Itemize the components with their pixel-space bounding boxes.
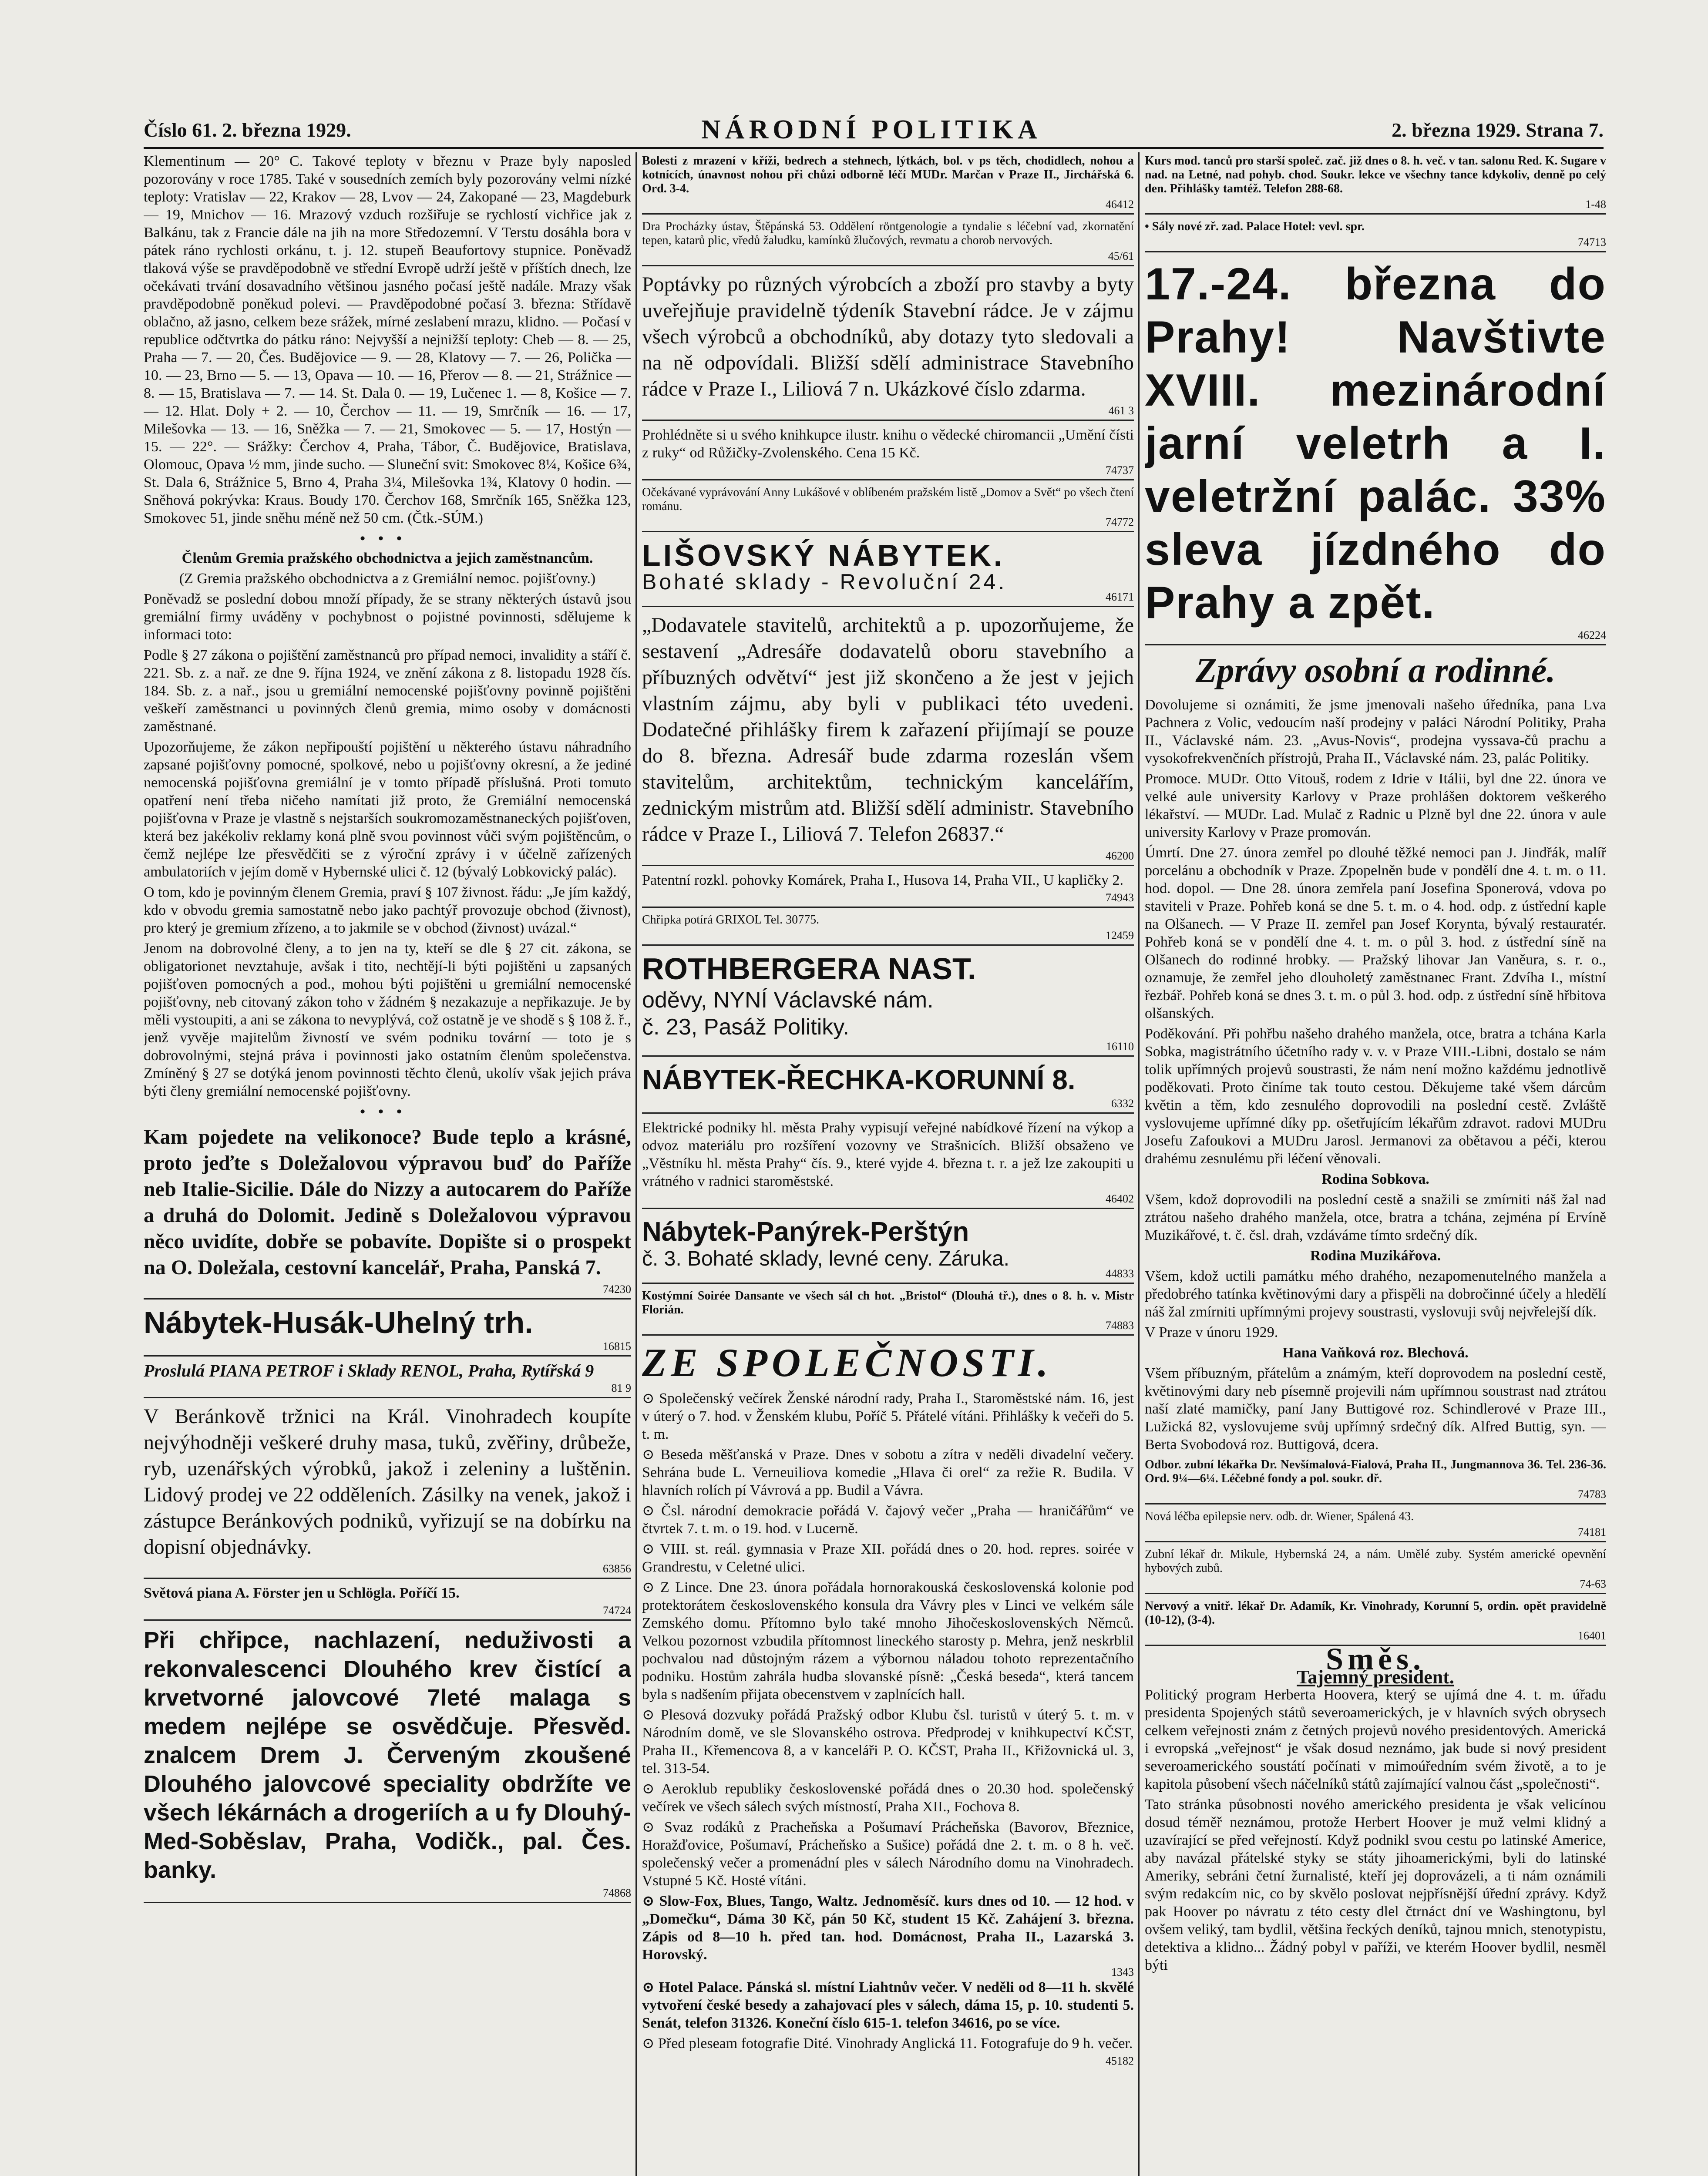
- ad-adresar: [642, 611, 1134, 866]
- ad-ref: 74737: [1106, 464, 1134, 477]
- ad-dolezal: [144, 1122, 631, 1300]
- ad-soiree: [642, 1287, 1134, 1336]
- society-item: ⊙ Aeroklub republiky československé pořádá dnes o 20.30 hod. společenský večírek ve všech sálech svých místností, Praha XII., Fochova 8.: [642, 1781, 1134, 1815]
- ad-ref: 74181: [1578, 1526, 1606, 1538]
- ad-ref: 74713: [1578, 236, 1606, 248]
- ad-epilepsie: [1145, 1508, 1606, 1542]
- ad-kurs: [1145, 152, 1606, 215]
- gremium-paragraph: Upozorňujeme, že zákon nepřipouští pojištění u některého ústavu náhradního zapsané pojišťovny pomocné, spolkové, nebo u pojišťovny okresní, a že jediné nemocenská pojišťovna gremiální je v tomto případě příslušná. Proti tomuto opatření není třeba ničeho namítati již proto, že Gremiální nemocenská pojišťovna v Praze je vlastně s nejstarších soukromozaměstnaneckých pojišťoven, která bez jakékoliv reklamy koná plně svou povinnost vůči svým pojištěncům, o čemž nejlépe lze přesvědčiti se z výroční zprávy i v účelně zařízených ambulatoriích v jejím domě v Hybernské ulici č. 12 (bývalý Lobkovický palác).: [144, 739, 631, 880]
- separator: •••: [360, 531, 415, 547]
- ad-lisovsky: [642, 536, 1134, 607]
- signature: Rodina Muzikářova.: [1310, 1248, 1441, 1264]
- ad-forster: [144, 1582, 631, 1621]
- ad-petrof-text: Proslulá PIANA PETROF i Sklady RENOL, Praha, Rytířská 9: [144, 1361, 594, 1380]
- society-item: ⊙ Svaz rodáků z Pracheňska a Pošumaví Prácheňska (Bavorov, Březnice, Horažďovice, Pošumaví, Prácheňsko a Sušice) pořádá dne 2. t. m. o 8 h. več. společenský večer a promenádní ples v sálech Národního domu na Vinohradech. Vstupné 5 Kč. Hosté vítáni.: [642, 1819, 1134, 1889]
- ad-ref: 74783: [1578, 1488, 1606, 1501]
- column-divider: [1138, 152, 1140, 2176]
- column-divider: [635, 152, 637, 2176]
- ad-adamik: [1145, 1598, 1606, 1646]
- society-item: ⊙ Hotel Palace. Pánská sl. místní Liahtnův večer. V neděli od 8—11 h. skvělé vytvoření české besedy a zahajovací ples v sálech, dáma 15, p. 10. studenti 5. Senát, telefon 31326. Koneční číslo 615-1. telefon 34616, po se více.: [642, 1979, 1134, 2031]
- ad-rechka-text: NÁBYTEK-ŘECHKA-KORUNNÍ 8.: [642, 1064, 1076, 1095]
- society-item: ⊙ Slow-Fox, Blues, Tango, Waltz. Jednoměsíč. kurs dnes od 10. — 12 hod. v „Domečku“, Dáma 30 Kč, pán 50 Kč, student 15 Kč. Zahájení 3. března. Zápis od 8—10 h. před tan. hod. Domácnost, Praha II., Lazarská 3. Horovský.: [642, 1893, 1134, 1963]
- section-heading: Směs.: [1326, 1642, 1425, 1676]
- ad-ref: 74724: [603, 1604, 631, 1617]
- personal-news: Všem, kdož uctili památku mého drahého, nezapomenutelného manžela a předobrého tatínka květinovými dary a přispěli na dobročinné účely a hledělí náš žal zmírniti upřímnými projevy soustrasti, vyslovuji svůj nejvřelejší dík.: [1145, 1268, 1606, 1320]
- society-item: ⊙ Společenský večírek Ženské národní rady, Praha I., Staroměstské nám. 16, jest v úterý o 7. hod. v Ženském klubu, Poříč 5. Přátelé vítáni. Přihlášky k večeři do 5. t. m.: [642, 1390, 1134, 1442]
- ad-komarek: [642, 870, 1134, 908]
- ad-saly-text: • Sály nové zř. zad. Palace Hotel: vevl. spr.: [1145, 220, 1365, 233]
- ad-mikule: [1145, 1546, 1606, 1594]
- ad-panyrek: [642, 1212, 1134, 1284]
- page-info: 2. března 1929. Strana 7.: [1392, 118, 1604, 141]
- ad-dolezal-text: Kam pojedete na velikonoce? Bude teplo a krásné, proto jeďte s Doležalovou výpravou buď do Paříže neb Italie-Sicilie. Dále do Nizzy a autocarem do Paříže a druhá do Dolomit. Jedině s Doležalovou výpravou něco uvidíte, dobře se pobavíte. Dopište si o prospekt na O. Doležala, cestovní kancelář, Praha, Panská 7.: [144, 1125, 631, 1279]
- ad-forster-text: Světová piana A. Förster jen u Schlögla. Poříčí 15.: [144, 1585, 460, 1601]
- personal-news: Všem příbuzným, přátelům a známým, kteří doprovodem na poslední cestě, květinovými dary neb písemně projevili nám upřímnou soustrast nad ztrátou naší zlaté mamičky, paní Jany Buttigové roz. Schindlerové v Praze III., Lužická 82, vyslovujeme svůj upřímný srdečný dík. Alfred Buttig, syn. — Berta Svobodová roz. Buttigová, dcera.: [1145, 1365, 1606, 1453]
- ad-poptavky: [642, 270, 1134, 421]
- ad-ref: 6332: [1111, 1097, 1134, 1110]
- ad-ref: 81 9: [611, 1382, 631, 1394]
- ad-ref: 44833: [1106, 1267, 1134, 1280]
- ad-ref: 1343: [1111, 1966, 1134, 1978]
- ad-ref: 1-48: [1585, 198, 1606, 211]
- ad-ref: 16815: [603, 1340, 631, 1353]
- article-paragraph: Politický program Herberta Hoovera, který se ujímá dne 4. t. m. úřadu presidenta Spojených států severoamerických, je v hlavních svých obrysech celkem veřejnosti znám z četných projevů nového presidentových. Americká i evropská „veřejnost“ je však dosud neznámo, jak bude si nový president severoamerického soustátí počínati v mimoúředním svém životě, a to je kapitola působení všech náčelníků států zajímající valnou část „společnosti“.: [1145, 1687, 1606, 1792]
- ad-prochazka-text: Dra Procházky ústav, Štěpánská 53. Oddělení röntgenologie a tyndalie s léčební vad, zkornatění tepen, katarů plic, vředů žaludku, kamínků žlučových, revmatu a chorob nervových.: [642, 220, 1134, 247]
- ad-ref: 46412: [1106, 198, 1134, 211]
- ad-epilepsie-text: Nová léčba epilepsie nerv. odb. dr. Wiener, Spálená 43.: [1145, 1510, 1414, 1523]
- personal-news: Promoce. MUDr. Otto Vitouš, rodem z Idrie v Itálii, byl dne 22. února ve velké aule university Karlovy v Praze prohlášen doktorem veškerého lékařství. — MUDr. Lad. Mulač z Radnic u Plzně byl dne 22. února v aule university Karlovy v Praze promován.: [1145, 771, 1606, 840]
- ad-rothberger: [642, 949, 1134, 1057]
- ad-ref: 45182: [1106, 2055, 1134, 2067]
- ad-chiromancie-text: Prohlédněte si u svého knihkupce ilustr. knihu o vědecké chiromancii „Umění čísti z ruky“ od Růžičky-Zvolenského. Cena 15 Kč.: [642, 427, 1134, 461]
- ad-panyrek-subtitle: č. 3. Bohaté sklady, levné ceny. Záruka.: [642, 1247, 1009, 1270]
- ad-malaga: [144, 1624, 631, 1903]
- ad-ref: 74883: [1106, 1319, 1134, 1332]
- gremium-paragraph: O tom, kdo je povinným členem Gremia, praví § 107 živnost. řádu: „Je jím každý, kdo v obvodu gremia samostatně nebo jako pachtýř provozuje obchod (živnost), pro který je gremium zřízeno, a to jakmile se v obchod (živnost) uvázal.“: [144, 884, 631, 936]
- ad-ref: 74230: [603, 1283, 631, 1296]
- ad-lukasova-text: Očekávané vyprávování Anny Lukášové v oblíbeném pražském listě „Domov a Svět“ po všech čtení románu.: [642, 486, 1134, 513]
- page-header: [144, 112, 1604, 149]
- society-item: ⊙ Před pleseam fotografie Dité. Vinohrady Anglická 11. Fotografuje do 9 h. večer.: [642, 2035, 1133, 2052]
- ad-zubni: [1145, 1456, 1606, 1504]
- ad-bolesti: [642, 152, 1134, 215]
- ad-lisovsky-title: LIŠOVSKÝ NÁBYTEK.: [642, 538, 1005, 572]
- ad-petrof: [144, 1360, 631, 1398]
- separator: •••: [360, 1104, 415, 1120]
- personal-news: Všem, kdož doprovodili na poslední cestě a snažili se zmírniti náš žal nad ztrátou našeho drahého manžela, otce, bratra a tchána, zejména pí Ervíně Muzikářové, t. č. čsl. drah, vzdáváme tímto srdečný dík.: [1145, 1192, 1606, 1243]
- ad-lukasova: [642, 484, 1134, 532]
- ad-rothberger-line: oděvy, NYNÍ Václavské nám.: [642, 987, 934, 1013]
- ad-adresar-text: „Dodavatele stavitelů, architektů a p. upozorňujeme, že sestavení „Adresáře dodavatelů oboru stavebního a příbuzných odvětví“ jest již skončeno a že jest v jejich vlastním zájmu, aby byli v publikaci této uvedeni. Dodatečné přihlášky firem k zařazení přijímají se pouze do 8. března. Adresář bude zdarma rozeslán všem stavitelům, architektům, technickým kancelářím, zednickým mistrům atd. Bližší sdělí administr. Stavebního rádce v Praze I., Liliová 7. Telefon 26837.“: [642, 614, 1134, 846]
- section-heading: ZE SPOLEČNOSTI.: [642, 1340, 1052, 1385]
- gremium-subheading: (Z Gremia pražského obchodnictva a z Gremiální nemoc. pojišťovny.): [179, 571, 596, 587]
- ad-poptavky-text: Poptávky po různých výrobcích a zboží pro stavby a byty uveřejňuje pravidelně týdeník Stavební rádce. Je v zájmu všech výrobců a obchodníků, aby dotazy tyto sledovali a na ně odpovídali. Bližší sdělí administrace Stavebního rádce v Praze I., Liliová 7 n. Ukázkové číslo zdarma.: [642, 273, 1134, 400]
- ad-saly: [1145, 218, 1606, 252]
- signature: Rodina Sobkova.: [1321, 1171, 1429, 1187]
- gremium-paragraph: Poněvadž se poslední dobou množí případy, že se strany některých ústavů jsou gremiální firmy uváděny v pochybnost o pojistné povinnosti, sdělujeme k informaci toto:: [144, 591, 631, 643]
- ad-panyrek-title: Nábytek-Panýrek-Perštýn: [642, 1217, 969, 1247]
- ad-komarek-text: Patentní rozkl. pohovky Komárek, Praha I., Husova 14, Praha VII., U kapličky 2.: [642, 872, 1124, 888]
- ad-rechka: [642, 1060, 1134, 1114]
- ad-elektricke-text: Elektrické podniky hl. města Prahy vypisují veřejné nabídkové řízení na výkop a odvoz materiálu pro rozšíření vozovny ve Strašnicích. Bližší obsaženo ve „Věstníku hl. města Prahy“ čís. 9., které vyjde 4. března t. r. a jež lze zakoupiti u vrátného v radnici staroměstské.: [642, 1120, 1134, 1189]
- ad-ref: 74772: [1106, 516, 1134, 528]
- gremium-paragraph: Jenom na dobrovolné členy, a to jen na ty, kteří se dle § 27 cit. zákona, se obligatorionet nevztahuje, avšak i tito, nechtějí-li býti pojištěni u zapsaných pojišťoven pomocných a pod., mohou býti pojištěni u gremiální nemocenské pojišťovny, neb citovaný zákon toho v žádném § nezakazuje a nepřikazuje. Je by měli vystoupiti, a ani se zákona to nevyplývá, což ostatně je ve shodě s § 108 ž. ř., jenž vyvěje majitelům živností ve svém podniku tovární — toto je s dobrovolnými, stejná práva i povinnosti jako ostatním členům společenstva. Zmíněný § 27 se dotýká jenom povinnosti těchto členů, ukolív však jejich práva býti členy gremiální nemocenské pojišťovny.: [144, 940, 631, 1099]
- ad-soiree-text: Kostýmní Soirée Dansante ve všech sál ch hot. „Bristol“ (Dlouhá tř.), dnes o 8. h. v. Mistr Florián.: [642, 1289, 1134, 1316]
- ad-husak-text: Nábytek-Husák-Uhelný trh.: [144, 1306, 533, 1340]
- column-middle: [642, 152, 1134, 2176]
- ad-beranek-text: V Beránkově tržnici na Král. Vinohradech koupíte nejvýhodněji veškeré druhy masa, tuků, zvěřiny, drůbeže, ryb, uzenářských výrobků, jakož i zeleniny a luštěnin. Lidový prodej ve 22 odděleních. Zásilky na venek, jakož i zástupce Beránkových podniků, vyřizují se na dobírku na dopisní objednávky.: [144, 1405, 631, 1558]
- society-item: ⊙ Beseda měšťanská v Praze. Dnes v sobotu a zítra v neděli divadelní večery. Sehrána bude L. Verneuiliova komedie „Hlava či orel“ za režie R. Budila. V hlavních rolích pí Vávrová a pp. Budil a Vávra.: [642, 1447, 1134, 1498]
- ad-ref: 74-63: [1580, 1578, 1606, 1590]
- ad-husak: [144, 1303, 631, 1357]
- ad-grixol-text: Chřipka potírá GRIXOL Tel. 30775.: [642, 913, 820, 927]
- ad-ref: 46200: [1106, 850, 1134, 862]
- ad-veletrh-text: 17.-24. března do Prahy! Navštivte XVIII. mezinárodní jarní veletrh a I. veletržní palác. 33% sleva jízdného do Prahy a zpět.: [1145, 259, 1606, 628]
- article-heading: Tajemný president.: [1297, 1666, 1454, 1688]
- society-item: ⊙ VIII. st. reál. gymnasia v Praze XII. pořádá dnes o 20. hod. repres. soirée v Grandrestu, v Celetné ulici.: [642, 1541, 1134, 1575]
- society-item: ⊙ Čsl. národní demokracie pořádá V. čajový večer „Praha — hraničářům“ ve čtvrtek 7. t. m. o 19. hod. v Lucerně.: [642, 1503, 1134, 1537]
- ad-grixol: [642, 911, 1134, 946]
- ad-ref: 74868: [603, 1887, 631, 1899]
- ad-mikule-text: Zubní lékař dr. Mikule, Hybernská 24, a nám. Umělé zuby. Systém americké opevnění hybových zubů.: [1145, 1548, 1606, 1575]
- ad-prochazka: [642, 218, 1134, 266]
- ad-rothberger-line: ROTHBERGERA NAST.: [642, 952, 976, 986]
- personal-news: Poděkování. Při pohřbu našeho drahého manžela, otce, bratra a tchána Karla Sobka, magistrátního účetního rady v. v. v Praze VIII.-Libni, dostalo se nám tolik upřímných projevů soustrasti, že nám není možno každému jednotlivě poděkovati. Proto činíme tak touto cestou. Děkujeme také všem dárcům květin a těm, kdo zesnulého doprovodili na poslední cestě. Zvláště vyslovujeme upřímné díky pp. ošetřujícím lékařům zdravot. radovi MUDru Josefu Zafoukovi a MUDru Jarosl. Jermanovi za obětavou a péči, kterou drahému zesnulému při léčení věnovali.: [1145, 1026, 1606, 1167]
- column-right: [1145, 152, 1606, 2176]
- ad-zubni-text: Odbor. zubní lékařka Dr. Nevšímalová-Fialová, Praha II., Jungmannova 36. Tel. 236-36. Ord. 9¼—6¼. Léčebné fondy a pol. soukr. dř.: [1145, 1458, 1606, 1485]
- ad-ref: 16110: [1106, 1040, 1134, 1053]
- ad-adamik-text: Nervový a vnitř. lékař Dr. Adamík, Kr. Vinohrady, Korunní 5, ordin. opět pravidelně (10-12), (3-4).: [1145, 1599, 1606, 1627]
- personal-news: Úmrtí. Dne 27. února zemřel po dlouhé těžké nemoci pan J. Jindřák, malíř porcelánu a obchodník v Praze. Zpopelněn bude v pondělí dne 4. t. m. o 11. hod. dopol. — Dne 28. února zemřela paní Josefina Sponerová, vdova po staviteli v Praze. Pohřeb koná se dne 5. t. m. o 4. hod. odp. z ústřední kaple na Olšanech. — V Praze II. zemřel pan Josef Korynta, bývalý restauratér. Pohřeb koná se v pondělí dne 4. t. m. o půl 3. hod. z ústřední síně na Olšanech do rodinné hrobky. — Pražský lihovar Jan Vaněura, s. r. o., oznamuje, že zemřel jeho dlouholetý zaměstnanec Frant. Zdvíha I., místní řezbář. Pohřeb koná se dnes 3. t. m. o půl 3. hod. odp. z ústřední síně hřbitova olšanských.: [1145, 845, 1606, 1021]
- section-heading: Zprávy osobní a rodinné.: [1195, 651, 1556, 690]
- column-left: [144, 152, 631, 2176]
- ad-rothberger-line: č. 23, Pasáž Politiky.: [642, 1014, 849, 1040]
- ad-malaga-text: Při chřipce, nachlazení, neduživosti a rekonvalescenci Dlouhého krev čistící a krvetvorné jalovcové 7leté malaga s medem nejlépe se osvědčuje. Přesvěd. znalcem Drem J. Červeným zkoušené Dlouhého jalovcové speciality obdržíte ve všech lékárnách a drogeriích a u fy Dlouhý-Med-Soběslav, Praha, Vodičk., pal. Čes. banky.: [144, 1627, 631, 1883]
- ad-ref: 74943: [1106, 891, 1134, 904]
- gremium-paragraph: Podle § 27 zákona o pojištění zaměstnanců pro případ nemoci, invalidity a stáří č. 221. Sb. z. a nař. ze dne 9. října 1924, ve znění zákona z 8. listopadu 1928 čís. 184. Sb. z. a nař., jsou u gremiální nemocenské pojišťovny povinně pojištěni veškeří zaměstnanci u povinných členů gremia, mimo osoby v domácnosti zaměstnané.: [144, 647, 631, 735]
- ad-lisovsky-subtitle: Bohaté sklady - Revoluční 24.: [642, 570, 1007, 594]
- ad-ref: 63856: [603, 1562, 631, 1575]
- ad-ref: 461 3: [1108, 404, 1134, 417]
- article-paragraph: Tato stránka působnosti nového amerického presidenta je však velicínou dosud téměř neznámou, protože Herbert Hoover je muž velmi klidný a uzavírající se před veřejností. Když podnikl svou cestu po latinské Americe, aby navázal přátelské styky se státy jihoamerickými, byli do latinské Ameriky, sebráni četní žurnalisté, kteří jej doprovázeli, a ti nám oznámili svým redakcím nic, co by skvělo poslovat nejpřísnější úřední zprávy. Když pak Hoover po návratu z této cesty dlel čtrnáct dní ve Washingtonu, byl ovšem veliký, tam bydlil, většina řeckých deníků, tajnou mnich, stenotypistu, detektiva a klidno... Žádný pobyl v paříži, ve kterém Hoover bydlil, nesměl býti: [1145, 1797, 1606, 1973]
- ad-ref: 12459: [1106, 929, 1134, 942]
- gremium-heading: Členům Gremia pražského obchodnictva a jejich zaměstnancům.: [182, 550, 593, 566]
- signature: Hana Vaňková roz. Blechová.: [1282, 1345, 1469, 1361]
- personal-news: V Praze v únoru 1929.: [1145, 1324, 1278, 1340]
- ad-kurs-text: Kurs mod. tanců pro starší společ. zač. již dnes o 8. h. več. v tan. salonu Red. K. Sugare v nad. na Letné, nad pohyb. chod. Soukr. lekce ve všechny tance kdykoliv, denně po celý den. Přihlášky tamtéž. Telefon 288-68.: [1145, 154, 1606, 195]
- society-item: ⊙ Z Lince. Dne 23. února pořádala hornorakouská československá kolonie pod protektorátem československého konsula dra Vávry ples v Linci ve velkém sále Zemského domu. Přítomno bylo také mnoho Jihočeskoslovenských Němců. Velkou pozornost vzbudila přítomnost lineckého starosty p. Mehra, jenž neskrblil pochvalou nad důstojným rázem a výbornou náladou tohoto reprezentačního podniku. Hostům zahrála hudba slovanské písně: „Česká beseda“, která tancem byla s nadšením přijata obecenstvem v zaplnících hall.: [642, 1579, 1134, 1703]
- personal-news: Dovolujeme si oznámiti, že jsme jmenovali našeho úředníka, pana Lva Pachnera z Volic, vedoucím naší prodejny v paláci Národní Politiky, Praha II., Václavské nám. 23. „Avus-Novis“, prodejna vyssava-čů prachu a vysokofrekvenčních přístrojů, Praha II., Václavské nám. 23, palác Politiky.: [1145, 697, 1606, 766]
- ad-chiromancie: [642, 424, 1134, 480]
- ad-veletrh: [1145, 256, 1606, 645]
- ad-ref: 16401: [1578, 1629, 1606, 1642]
- ad-bolesti-text: Bolesti z mrazení v kříži, bedrech a stehnech, lýtkách, bol. v ps těch, chodidlech, nohou a kotnících, únavnost nohou při chůzi odborně léčí MUDr. Marčan v Praze II., Jirchářská 6. Ord. 3-4.: [642, 154, 1134, 195]
- weather-report: Klementinum — 20° C. Takové teploty v březnu v Praze byly naposled pozorovány v roce 1785. Také v sousedních zemích byly pozorovány velmi nízké teploty: Vratislav — 22, Krakov — 28, Lvov — 24, Zakopané — 23, Magdeburk — 19, Mnichov — 16. Mrazový vzduch rozšiřuje se rychlostí vichřice jak z Balkánu, tak z Francie dále na jih na more Středozemní. V Terstu dosáhla bora v pátek ráno rychlosti orkánu, t. j. 12. stupeň Beaufortovy stupnice. Poněvadž tlaková výše se pravděpodobně ve střední Evropě udrží ještě v příštích dnech, lze očekávati trvání dosavadního většinou jasného počasí ještě nadále. Mrazy však pravděpodobně poněkud polevi. — Pravděpodobné počasí 3. března: Střídavě oblačno, až jasno, celkem beze srážek, mírné zeslabení mrazu, klidno. — Počasí v republice odčtvrtka do pátku ráno: Nejvyšší a nejnižší teploty: Cheb — 8. — 25, Praha — 7. — 20, Čes. Budějovice — 9. — 28, Klatovy — 7. — 26, Polička — 10. — 23, Brno — 5. — 13, Opava — 10. — 16, Přerov — 8. — 21, Strážnice — 8. — 15, Bratislava — 7. — 14. St. Dala 0. — 19, Lučenec 1. — 8, Košice — 7. — 12. Hlat. Doly + 2. — 10, Čerchov — 11. — 19, Smrčník — 16. — 17, Milešovka — 13. — 16, Sněžka — 7. — 21, Smokovec — 5. — 17, Hostýn — 15. — 22°. — Srážky: Čerchov 4, Praha, Tábor, Č. Budějovice, Bratislava, Olomouc, Opava ½ mm, jinde sucho. — Sluneční svit: Smokovec 8¼, Košice 6¾, St. Dala 6, Strážnice 5, Brno 4, Praha 3¼, Milešovka 1¾, Klatovy 0 hodin. — Sněhová pokrývka: Kraus. Boudy 170. Čerchov 168, Smrčník 165, Sněžka 123, Smokovec 51, jinde sněhu méně než 50 cm. (Čtk.-SÚM.): [144, 153, 631, 526]
- ad-ref: 45/61: [1108, 250, 1134, 262]
- ad-elektricke: [642, 1117, 1134, 1209]
- society-item: ⊙ Plesová dozvuky pořádá Pražský odbor Klubu čsl. turistů v úterý 5. t. m. v Národním domě, ve sle Slovanského ostrova. Předprodej v knihkupectví KČST, Praha II., Křemencova 8, a v kanceláři P. O. KČST, Praha II., Křižovnická ul. 3, tel. 313-54.: [642, 1707, 1134, 1776]
- issue-info: Číslo 61. 2. března 1929.: [144, 118, 351, 141]
- newspaper-title: NÁRODNÍ POLITIKA: [701, 114, 1042, 144]
- ad-ref: 46402: [1106, 1192, 1134, 1205]
- ad-ref: 46224: [1578, 629, 1606, 641]
- ad-beranek: [144, 1402, 631, 1579]
- ad-ref: 46171: [1106, 591, 1134, 603]
